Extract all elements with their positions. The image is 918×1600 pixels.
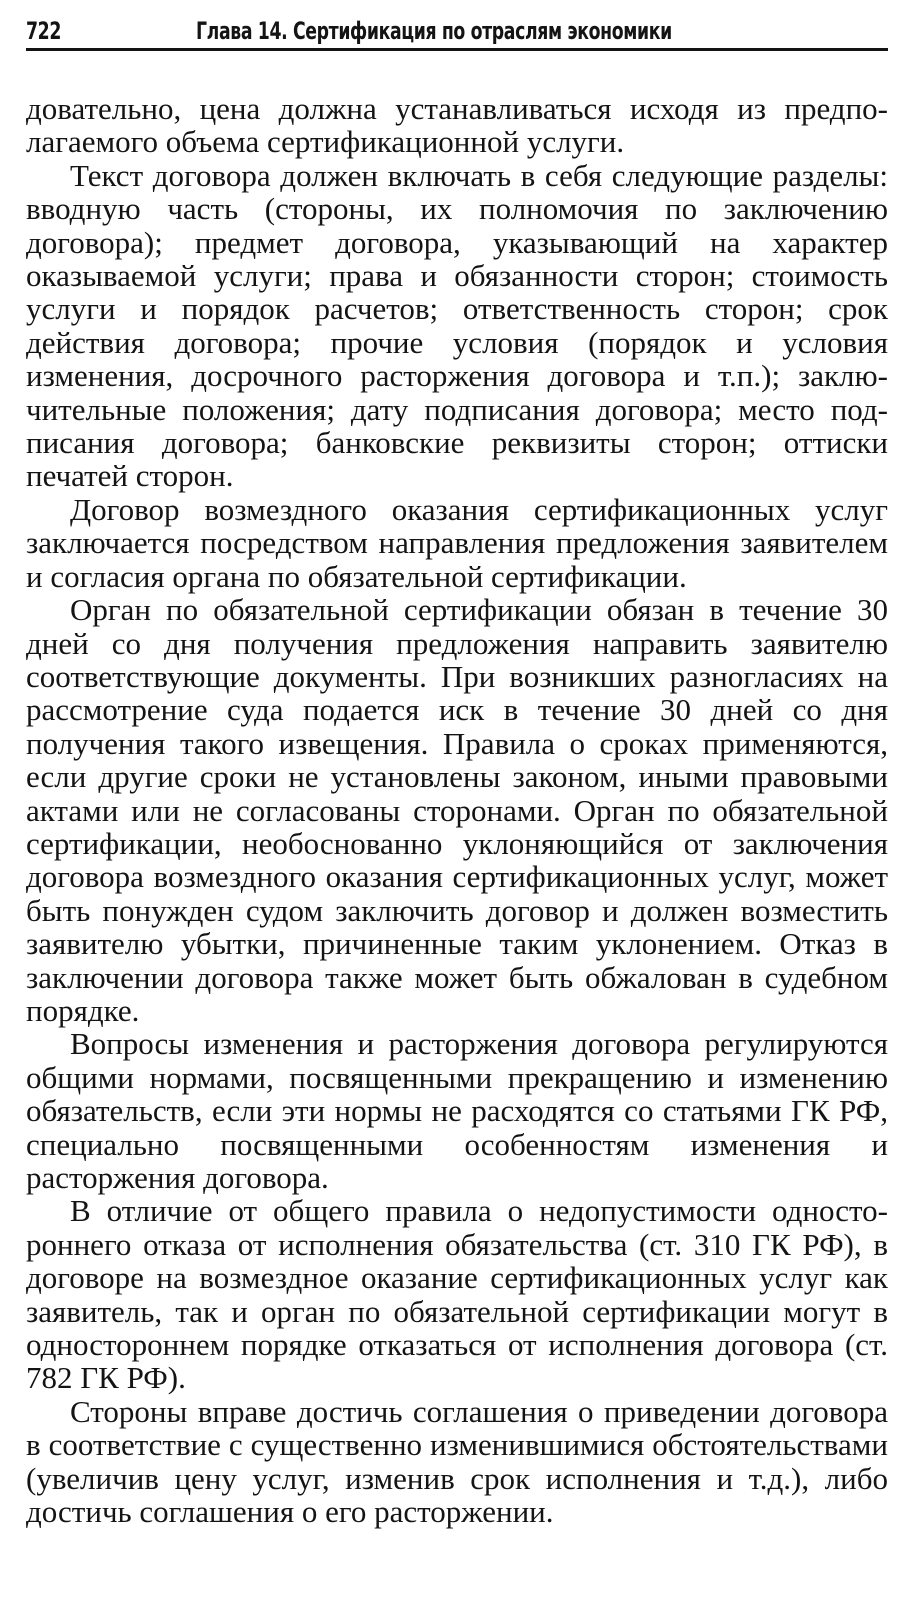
running-head (26, 12, 888, 51)
page-number: 722 (26, 17, 61, 45)
paragraph-certification-body-obligations: Орган по обязательной сертификации обязан в течение 30 дней со дня получения предложения направить заявителю соответствующие документы. При возникших разногласиях на рассмотрение суда подается иск в течение 30 дней со дня получения такого извещения. Правила о сроках применяются, если другие сроки не установлены законом, иными правовыми актами или не согласованы сторонами. Орган по обязательной сертификации, необоснованно уклоняющийся от заключения договора возмездного оказания сертификационных услуг, может быть понужден судом заключить договор и должен возместить заявителю убытки, причиненные таким уклонением. Отказ в заключении договора также может быть обжалован в судебном порядке. (26, 592, 888, 1028)
body-text (26, 92, 888, 1528)
paragraph-contract-sections: Текст договора должен включать в себя следующие разделы: вводную часть (стороны, их полномочия по заключению договора); предмет договора, указывающий на характер оказываемой услуги; права и обязанности сторон; стоимость услуги и порядок расчетов; ответственность сторон; срок действия договора; прочие условия (порядок и условия изменения, досрочного расторжения договора и т.п.); заключительные положения; дату подписания договора; место подписания договора; банковские реквизиты сторон; оттиски печатей сторон. (26, 157, 888, 494)
chapter-title: Глава 14. Сертификация по отраслям экономики (196, 17, 672, 45)
paragraph-contract-modification: Вопросы изменения и расторжения договора регулируются общими нормами, посвященными прекращению и изменению обязательств, если эти нормы не расходятся со статьями ГК РФ, специально посвященными особенностям изменения и расторжения договора. (26, 1026, 888, 1195)
paragraph-unilateral-refusal: В отличие от общего правила о недопустимости одностороннего отказа от исполнения обязательства (ст. 310 ГК РФ), в договоре на возмездное оказание сертификационных услуг как заявитель, так и орган по обязательной сертификации могут в одностороннем порядке отказаться от исполнения договора (ст. 782 ГК РФ). (26, 1193, 888, 1396)
paragraph-parties-agreement: Стороны вправе достичь соглашения о приведении договора в соответствие с существенно изменившимися обстоятельствами (увеличив цену услуг, изменив срок исполнения и т.д.), либо достичь соглашения о его расторжении. (26, 1393, 888, 1530)
paragraph-continuation: довательно, цена должна устанавливаться исходя из предполагаемого объема сертификационной услуги. (26, 91, 888, 160)
paragraph-contract-conclusion: Договор возмездного оказания сертификационных услуг заключается посредством направления предложения заявителем и согласия органа по обязательной сертификации. (26, 491, 888, 594)
